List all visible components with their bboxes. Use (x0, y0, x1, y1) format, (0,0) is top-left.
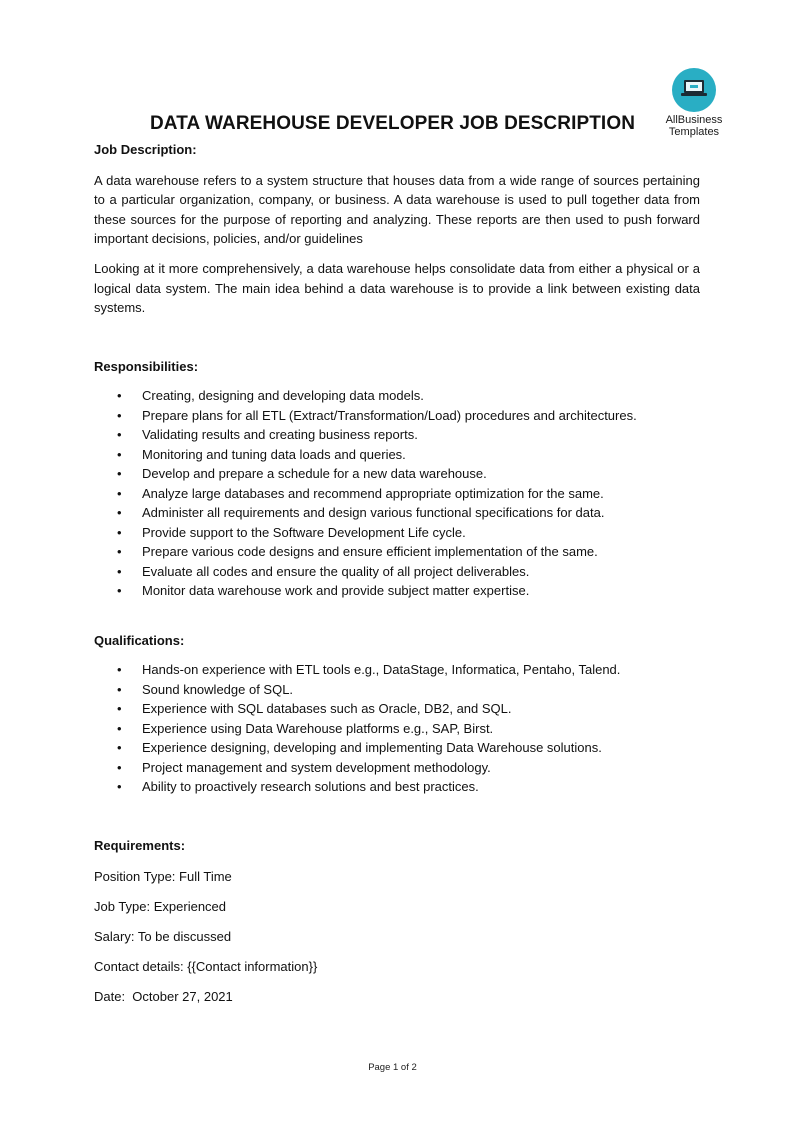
position-type: Position Type: Full Time (94, 868, 232, 884)
list-item: • Monitor data warehouse work and provide subject matter expertise. (94, 581, 700, 601)
list-item: • Sound knowledge of SQL. (94, 680, 700, 700)
logo-text-line1: AllBusiness (665, 114, 723, 126)
date: Date: October 27, 2021 (94, 988, 233, 1004)
bullet-icon: • (117, 427, 122, 443)
job-description-paragraph-1: A data warehouse refers to a system structure that houses data from a wide range of sources pertaining to a particular organization, company, or business. A data warehouse is used to pull together data from these sources for the purpose of reporting and analyzing. These reports are then used to push forward important decisions, policies, and/or guidelines (94, 172, 700, 247)
list-item: • Experience using Data Warehouse platforms e.g., SAP, Birst. (94, 719, 700, 739)
bullet-icon: • (117, 681, 122, 697)
bullet-icon: • (117, 662, 122, 678)
bullet-icon: • (117, 563, 122, 579)
page-title: DATA WAREHOUSE DEVELOPER JOB DESCRIPTION (149, 113, 636, 134)
bullet-icon: • (117, 524, 122, 540)
bullet-icon: • (117, 701, 122, 717)
responsibilities-list (94, 386, 700, 601)
list-item: • Validating results and creating business reports. (94, 425, 700, 445)
bullet-icon: • (117, 779, 122, 795)
document-body (94, 140, 700, 1006)
salary: Salary: To be discussed (94, 928, 232, 944)
bullet-icon: • (117, 466, 122, 482)
bullet-icon: • (117, 407, 122, 423)
bullet-icon: • (117, 720, 122, 736)
bullet-icon: • (117, 544, 122, 560)
bullet-icon: • (117, 583, 122, 599)
list-item: • Administer all requirements and design various functional specifications for data. (94, 503, 700, 523)
responsibilities-heading: Responsibilities: (94, 358, 199, 374)
list-item: • Hands-on experience with ETL tools e.g., DataStage, Informatica, Pentaho, Talend. (94, 660, 700, 680)
list-item: • Prepare plans for all ETL (Extract/Transformation/Load) procedures and architectures. (94, 406, 700, 426)
list-item: • Ability to proactively research solutions and best practices. (94, 777, 700, 797)
list-item: • Project management and system development methodology. (94, 758, 700, 778)
bullet-icon: • (117, 485, 122, 501)
job-description-heading: Job Description: (94, 142, 197, 157)
bullet-icon: • (117, 740, 122, 756)
list-item: • Experience designing, developing and implementing Data Warehouse solutions. (94, 738, 700, 758)
list-item: • Monitoring and tuning data loads and queries. (94, 445, 700, 465)
bullet-icon: • (117, 759, 122, 775)
logo-badge (672, 68, 716, 112)
list-item: • Develop and prepare a schedule for a new data warehouse. (94, 464, 700, 484)
bullet-icon: • (117, 446, 122, 462)
qualifications-list (94, 660, 700, 797)
contact-details: Contact details: {{Contact information}} (94, 958, 318, 974)
bullet-icon: • (117, 505, 122, 521)
list-item: • Prepare various code designs and ensure efficient implementation of the same. (94, 542, 700, 562)
requirements-heading: Requirements: (94, 837, 186, 853)
job-description-paragraph-2: Looking at it more comprehensively, a data warehouse helps consolidate data from either a physical or a logical data system. The main idea behind a data warehouse is to provide a link between existing data systems. (94, 260, 700, 316)
logo-text-line2: Templates (668, 126, 720, 138)
list-item: • Creating, designing and developing data models. (94, 386, 700, 406)
laptop-icon (680, 78, 708, 100)
job-type: Job Type: Experienced (94, 898, 227, 914)
qualifications-heading: Qualifications: (94, 632, 185, 648)
list-item: • Evaluate all codes and ensure the quality of all project deliverables. (94, 562, 700, 582)
page-number: Page 1 of 2 (368, 1062, 417, 1073)
list-item: • Provide support to the Software Development Life cycle. (94, 523, 700, 543)
list-item: • Analyze large databases and recommend appropriate optimization for the same. (94, 484, 700, 504)
list-item: • Experience with SQL databases such as Oracle, DB2, and SQL. (94, 699, 700, 719)
bullet-icon: • (117, 388, 122, 404)
